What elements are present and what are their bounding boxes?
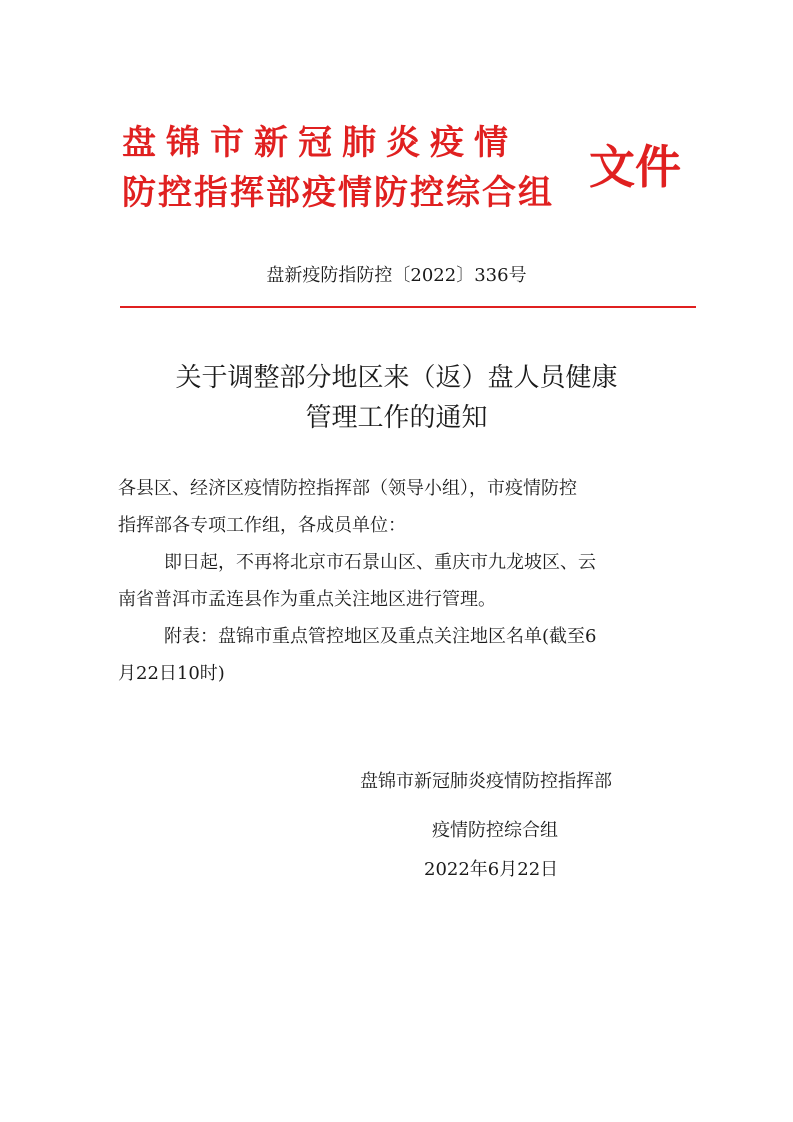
- signature-organization-line-1: 盘锦市新冠肺炎疫情防控指挥部: [360, 771, 612, 792]
- title-line-1: 关于调整部分地区来（返）盘人员健康: [175, 363, 618, 393]
- recipients-line-1: 各县区、经济区疫情防控指挥部（领导小组），市疫情防控: [118, 478, 577, 499]
- issuing-organization: [122, 118, 554, 218]
- title-line-2: 管理工作的通知: [305, 403, 488, 433]
- paragraph-1-line-1: 即日起，不再将北京市石景山区、重庆市九龙坡区、云: [164, 552, 596, 573]
- attachment-line-2: 月22日10时): [118, 663, 225, 684]
- organization-line-2: 防控指挥部疫情防控综合组: [122, 173, 554, 213]
- document-type: 文件: [589, 140, 681, 194]
- recipients-line-2: 指挥部各专项工作组，各成员单位：: [118, 515, 406, 536]
- paragraph-1-line-2: 南省普洱市孟连县作为重点关注地区进行管理。: [118, 589, 496, 610]
- attachment-line-1: 附表：盘锦市重点管控地区及重点关注地区名单(截至6: [164, 626, 597, 647]
- signature-date: 2022年6月22日: [424, 859, 559, 880]
- organization-line-1: 盘锦市新冠肺炎疫情: [122, 123, 518, 163]
- red-divider: [120, 306, 696, 308]
- signature-organization-line-2: 疫情防控综合组: [432, 820, 558, 841]
- notice-body: [118, 470, 678, 692]
- notice-title: [0, 358, 793, 438]
- document-number: 盘新疫防指防控〔2022〕336号: [266, 265, 527, 286]
